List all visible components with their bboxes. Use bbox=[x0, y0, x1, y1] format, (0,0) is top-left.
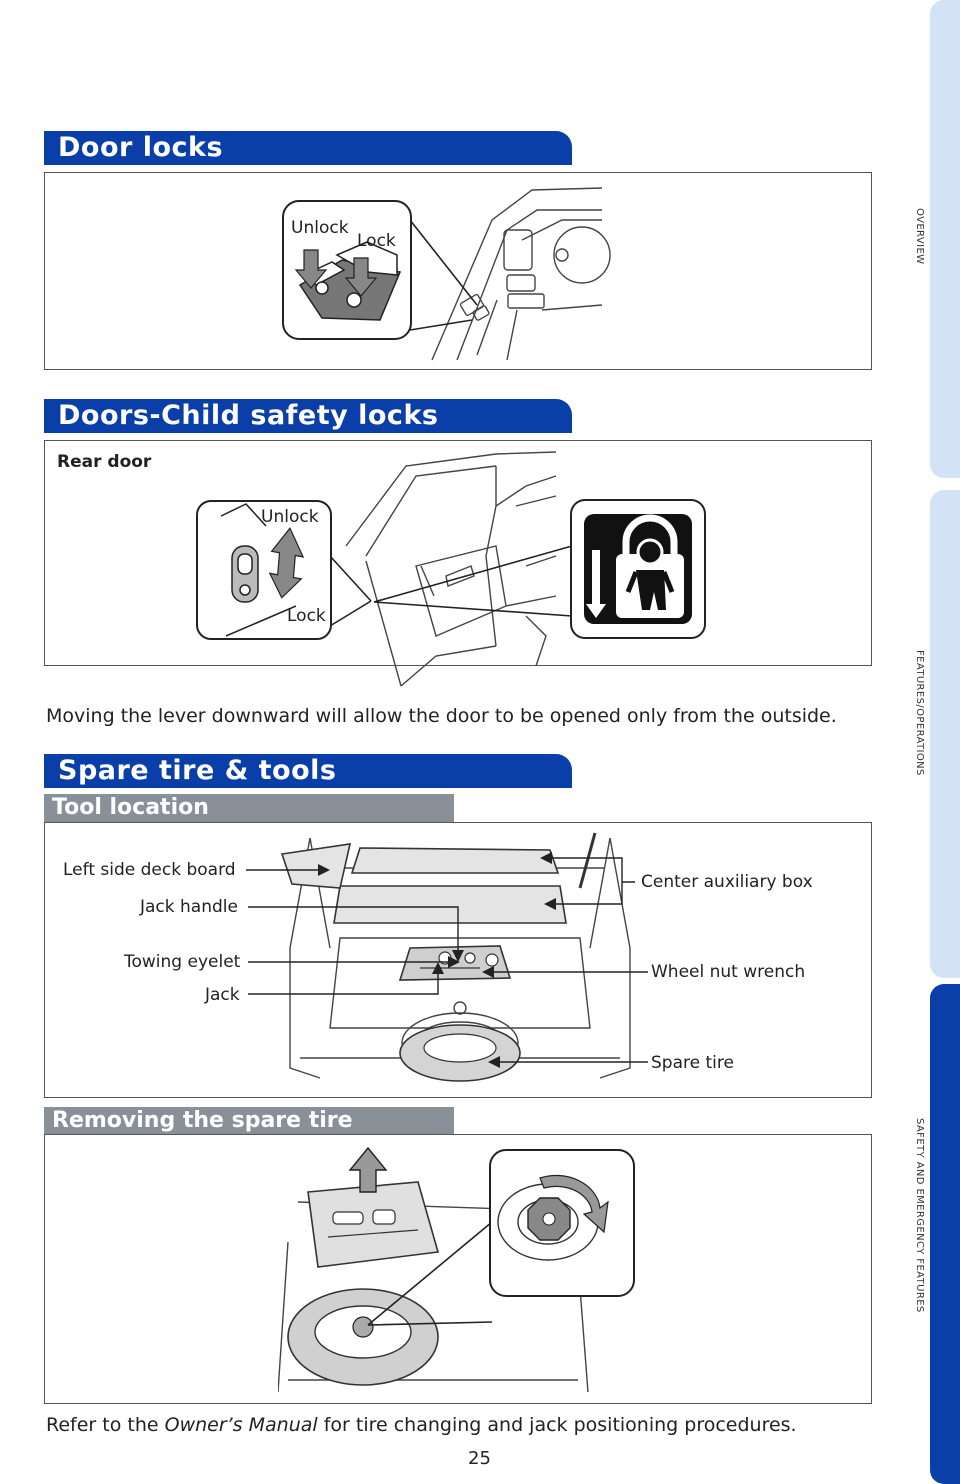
jack-label: Jack bbox=[205, 985, 240, 1005]
door-locks-unlock-label: Unlock bbox=[291, 218, 349, 238]
center-auxiliary-box-label: Center auxiliary box bbox=[641, 872, 813, 892]
removing-spare-tire-illustration bbox=[278, 1142, 638, 1398]
left-side-deck-board-label: Left side deck board bbox=[63, 860, 236, 880]
child-locks-header: Doors-Child safety locks bbox=[44, 399, 572, 433]
child-locks-unlock-label: Unlock bbox=[261, 507, 319, 527]
towing-eyelet-label: Towing eyelet bbox=[124, 952, 241, 972]
spare-tire-header: Spare tire & tools bbox=[44, 754, 572, 788]
page-number: 25 bbox=[468, 1448, 491, 1469]
wheel-nut-wrench-label: Wheel nut wrench bbox=[651, 962, 806, 982]
door-locks-header: Door locks bbox=[44, 131, 572, 165]
child-locks-caption: Moving the lever downward will allow the door to be opened only from the outside. bbox=[46, 705, 837, 727]
side-tab-safety-label: SAFETY AND EMERGENCY FEATURES bbox=[914, 1118, 925, 1313]
child-locks-illustration bbox=[196, 446, 708, 690]
refer-prefix: Refer to the bbox=[46, 1414, 165, 1436]
child-locks-lock-label: Lock bbox=[287, 606, 326, 626]
jack-handle-label: Jack handle bbox=[140, 897, 238, 917]
rear-door-label: Rear door bbox=[57, 452, 152, 472]
side-tab-overview[interactable] bbox=[930, 0, 960, 478]
side-tab-features-label: FEATURES/OPERATIONS bbox=[914, 650, 925, 776]
refer-suffix: for tire changing and jack positioning procedures. bbox=[317, 1414, 797, 1436]
door-locks-illustration bbox=[282, 180, 612, 370]
refer-manual-caption bbox=[46, 1414, 797, 1436]
tool-location-subheader: Tool location bbox=[44, 794, 454, 822]
removing-spare-tire-subheader: Removing the spare tire bbox=[44, 1107, 454, 1135]
owners-manual-link: Owner’s Manual bbox=[164, 1414, 318, 1436]
door-locks-lock-label: Lock bbox=[357, 231, 396, 251]
side-tab-overview-label: OVERVIEW bbox=[914, 208, 925, 265]
spare-tire-label: Spare tire bbox=[651, 1053, 734, 1073]
